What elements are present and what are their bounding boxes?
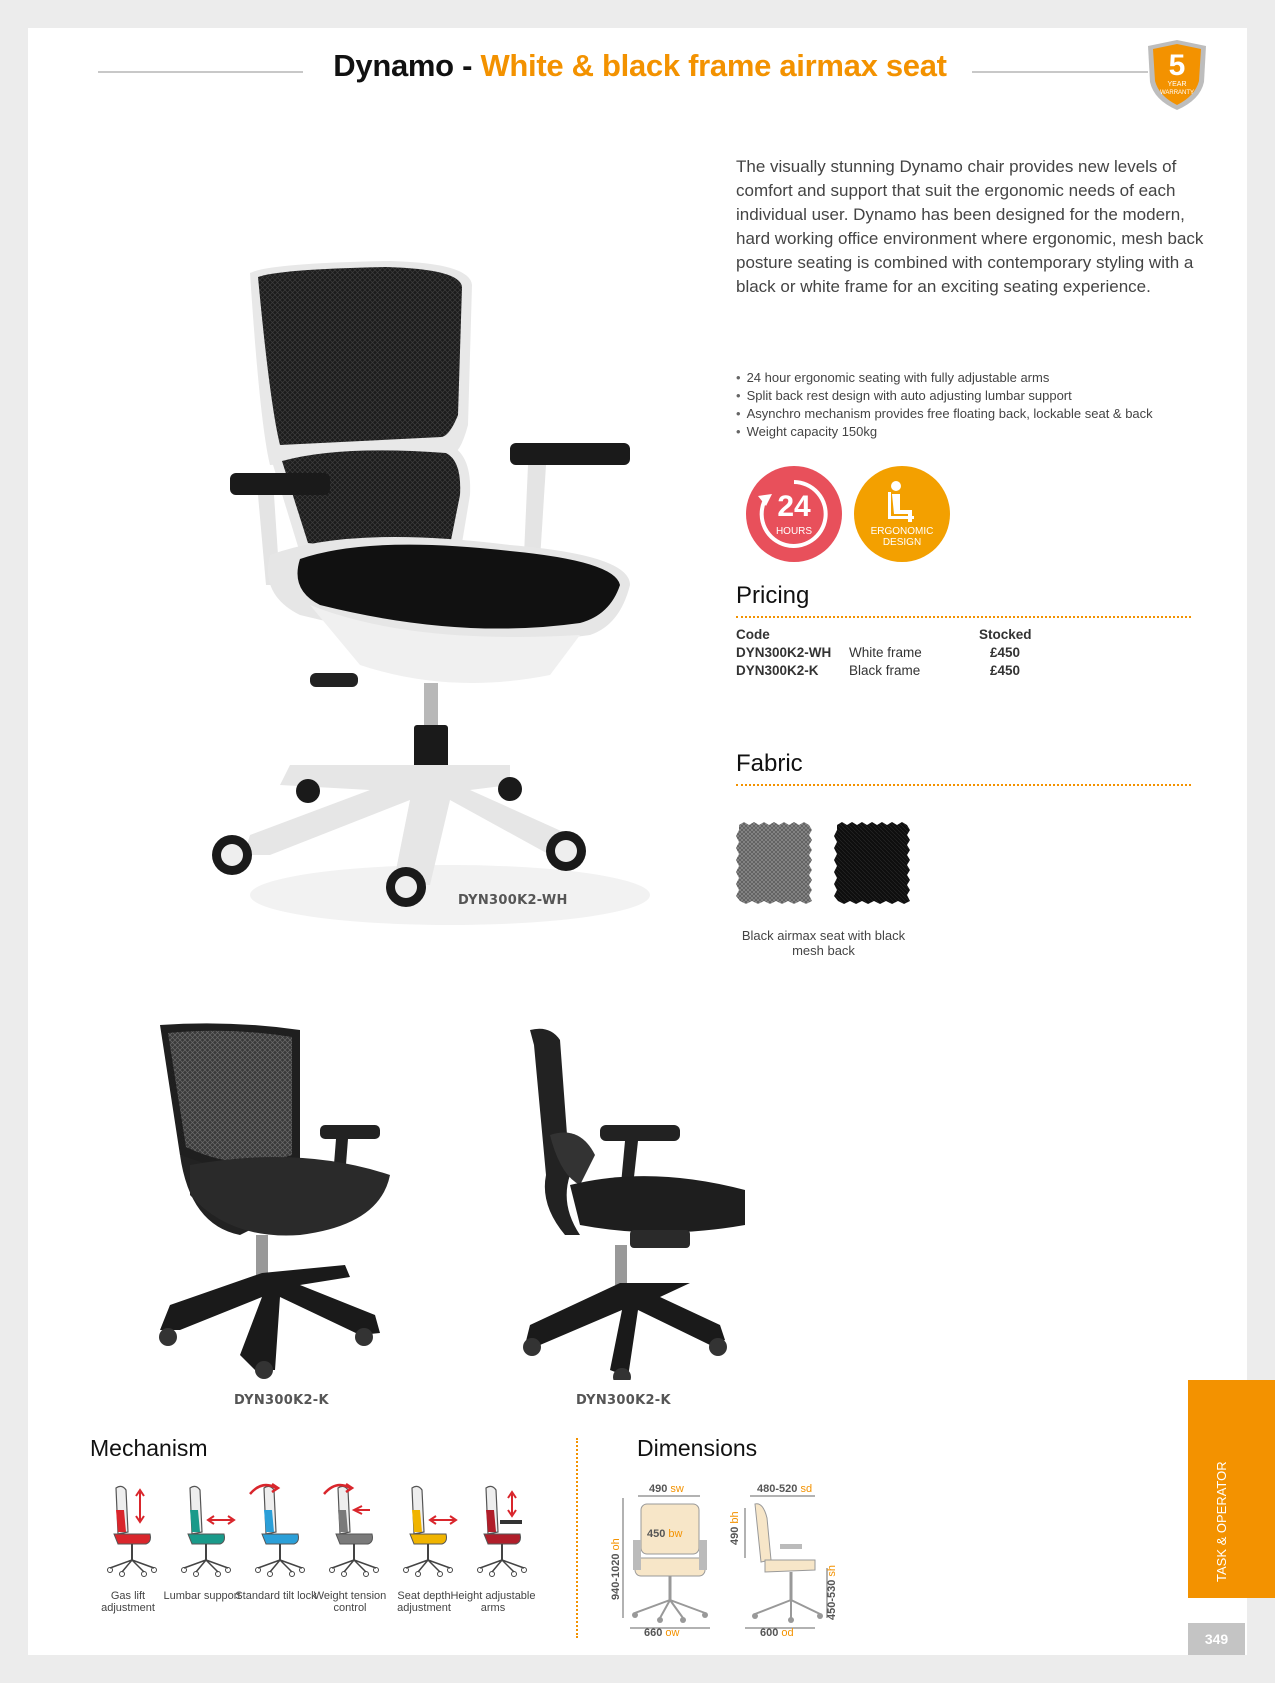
section-tab bbox=[1188, 1380, 1275, 1598]
dim-sd: 480-520 sd bbox=[757, 1483, 813, 1495]
title-variant: White & black frame airmax seat bbox=[480, 48, 947, 83]
title-rule-left bbox=[98, 71, 303, 73]
page-title bbox=[300, 48, 980, 84]
pricing-table bbox=[736, 625, 1032, 679]
pricing-divider bbox=[736, 616, 1191, 618]
white-frame-chair-image bbox=[210, 255, 690, 935]
fabric-divider bbox=[736, 784, 1191, 786]
dim-sh: 450-530 sh bbox=[826, 1564, 838, 1620]
feature-item: • Split back rest design with auto adjusting lumbar support bbox=[736, 387, 1206, 405]
warranty-text-1: YEAR bbox=[1167, 81, 1187, 88]
grey-mesh-swatch bbox=[736, 822, 812, 904]
dim-oh: 940-1020 oh bbox=[610, 1538, 622, 1600]
ergo-line-2: DESIGN bbox=[882, 537, 922, 548]
dim-bh: 490 bh bbox=[729, 1511, 741, 1545]
warranty-number: 5 bbox=[1168, 49, 1186, 82]
mechanism-chair-icon bbox=[162, 1480, 242, 1580]
mechanism-label: Weight tension control bbox=[313, 1590, 387, 1614]
section-divider bbox=[576, 1438, 578, 1638]
hours-label: HOURS bbox=[775, 526, 813, 537]
hours-number: 24 bbox=[777, 490, 811, 523]
feature-item: • Asynchro mechanism provides free floating back, lockable seat & back bbox=[736, 405, 1206, 423]
table-row bbox=[736, 661, 1032, 679]
dim-bw: 450 bw bbox=[647, 1528, 683, 1540]
section-tab-label: TASK & OPERATOR bbox=[1214, 1461, 1229, 1582]
mechanism-label: Standard tilt lock bbox=[235, 1590, 317, 1602]
mechanism-chair-icon bbox=[458, 1480, 538, 1580]
dimensions-diagram bbox=[605, 1488, 850, 1638]
mechanism-heading: Mechanism bbox=[90, 1435, 208, 1461]
pricing-header-row bbox=[736, 625, 1032, 643]
side-chair-label: DYN300K2-K bbox=[576, 1393, 671, 1408]
product-description: The visually stunning Dynamo chair provides new levels of comfort and support that suit the ergonomic needs of each individual user. Dynamo has been designed for the modern, hard working office environment where ergonomic, mesh back posture seating is combined with contemporary styling with a black or white frame for an exciting seating experience. bbox=[736, 157, 1204, 296]
mechanism-chair-icon bbox=[236, 1480, 316, 1580]
mechanism-label: Lumbar support bbox=[163, 1590, 241, 1602]
product-code: DYN300K2-K bbox=[736, 662, 819, 678]
code-column-header: Code bbox=[736, 626, 770, 642]
black-frame-chair-rear-image bbox=[150, 1015, 410, 1380]
main-chair-label: DYN300K2-WH bbox=[458, 893, 568, 908]
product-desc: Black frame bbox=[849, 662, 921, 678]
title-rule-right bbox=[972, 71, 1148, 73]
mechanism-label: Seat depth adjustment bbox=[397, 1590, 451, 1614]
pricing-heading: Pricing bbox=[736, 582, 810, 609]
product-price: £450 bbox=[990, 644, 1021, 660]
dim-ow: 660 ow bbox=[644, 1627, 680, 1639]
rear-chair-label: DYN300K2-K bbox=[234, 1393, 329, 1408]
ergo-line-1: ERGONOMIC bbox=[870, 526, 934, 537]
ergonomic-design-badge-icon bbox=[854, 466, 950, 562]
24-hours-badge-icon bbox=[746, 466, 842, 562]
mechanism-chair-icon bbox=[384, 1480, 464, 1580]
mechanism-label: Gas lift adjustment bbox=[101, 1590, 155, 1614]
fabric-heading: Fabric bbox=[736, 750, 803, 777]
product-desc: White frame bbox=[849, 644, 922, 660]
stocked-column-header: Stocked bbox=[979, 626, 1032, 642]
black-frame-chair-side-image bbox=[510, 1025, 760, 1380]
black-mesh-swatch bbox=[834, 822, 910, 904]
mechanism-chair-icon bbox=[88, 1480, 168, 1580]
page-number: 349 bbox=[1204, 1631, 1229, 1647]
product-code: DYN300K2-WH bbox=[736, 644, 832, 660]
dim-sw: 490 sw bbox=[649, 1483, 684, 1495]
fabric-caption: Black airmax seat with black mesh back bbox=[741, 928, 906, 958]
dimensions-heading: Dimensions bbox=[637, 1435, 758, 1461]
mechanism-chair-icon bbox=[310, 1480, 390, 1580]
feature-item: • Weight capacity 150kg bbox=[736, 423, 1206, 441]
warranty-shield-icon bbox=[1142, 38, 1212, 112]
feature-list bbox=[736, 369, 1206, 441]
mechanism-label: Height adjustable arms bbox=[450, 1590, 536, 1614]
product-price: £450 bbox=[990, 662, 1021, 678]
table-row bbox=[736, 643, 1032, 661]
title-model: Dynamo - bbox=[333, 48, 481, 83]
warranty-text-2: WARRANTY bbox=[1159, 90, 1195, 96]
dim-od: 600 od bbox=[760, 1627, 794, 1639]
feature-item: • 24 hour ergonomic seating with fully adjustable arms bbox=[736, 369, 1206, 387]
